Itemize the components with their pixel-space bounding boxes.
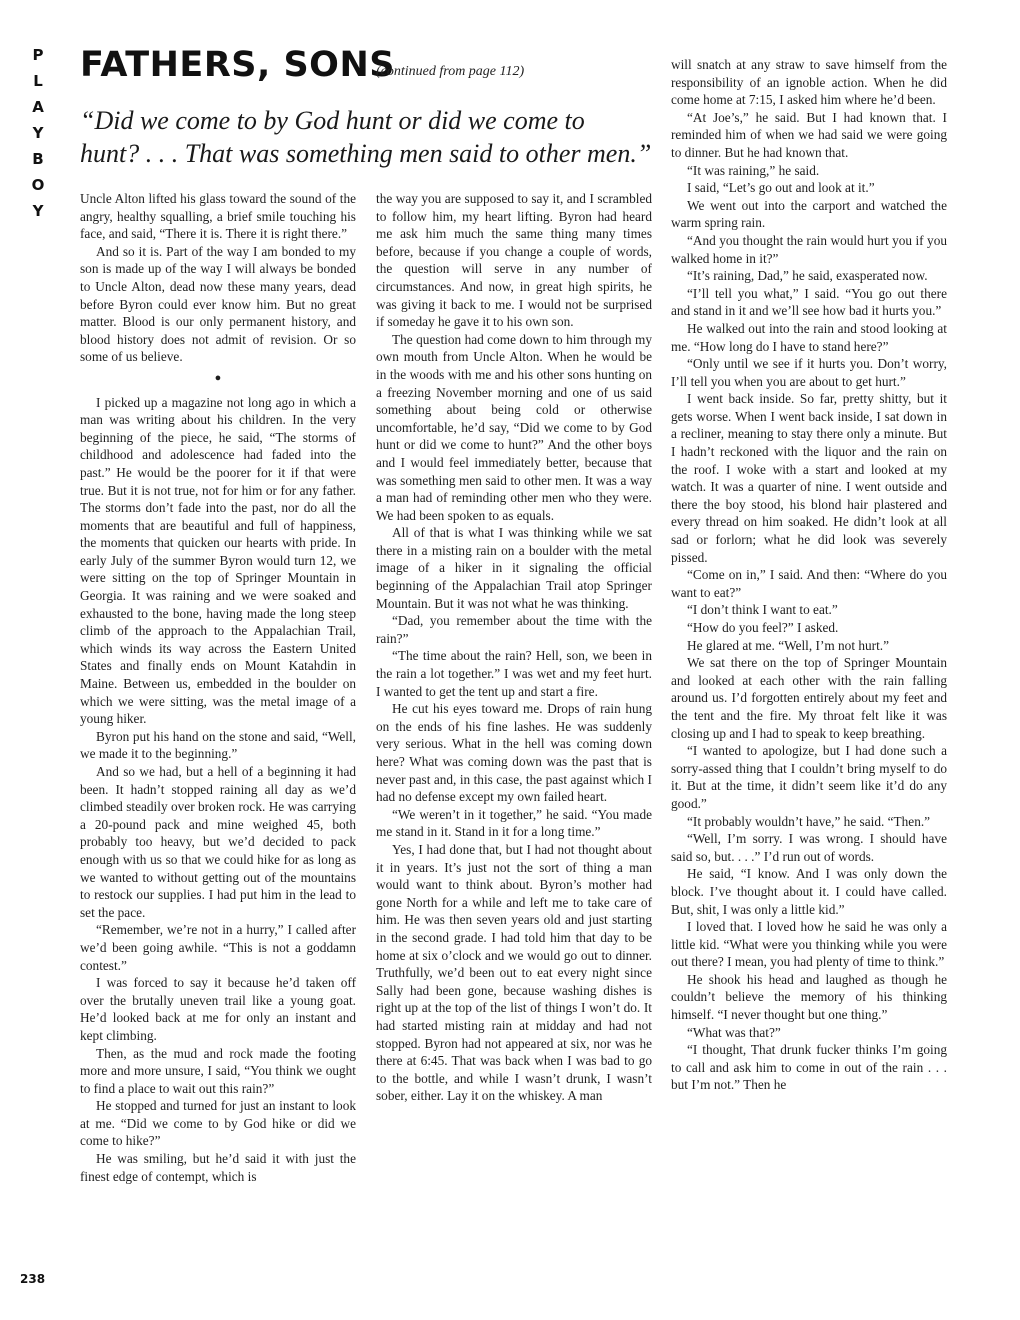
page-number: 238 — [20, 1272, 46, 1286]
article-paragraph: He shook his head and laughed as though he couldn’t believe the memory of his thinking himself. “I never thought but one thing.” — [671, 971, 947, 1023]
article-paragraph: “I wanted to apologize, but I had done such a sorry-assed thing that I couldn’t bring myself to do it. But at the time, it didn’t seem like it’d do any good.” — [671, 743, 947, 811]
magazine-spine-logo — [28, 42, 48, 224]
article-paragraph: He cut his eyes toward me. Drops of rain hung on the ends of his fine lashes. He was suddenly very serious. What in the hell was coming down here? What was coming down was the past that is never past and, in this case, the past against which I had no defense except my own failed heart. — [376, 701, 652, 805]
article-paragraph: He walked out into the rain and stood looking at me. “How long do I have to stand here?” — [671, 320, 947, 354]
article-paragraph: And so we had, but a hell of a beginning it had been. It hadn’t stopped raining all day as we’d climbed steadily over broken rock. He was carrying a 20-pound pack and mine weighed 45, both probably too heavy, but we’d decided to pack enough with us so that we could hike for as long as we wanted to without getting out of the mountains to restock our supplies. I had put him in the lead to set the pace. — [80, 764, 356, 920]
article-paragraph: “It probably wouldn’t have,” he said. “Then.” — [687, 813, 931, 829]
article-title: FATHERS, SONS — [80, 45, 395, 85]
article-paragraph: “At Joe’s,” he said. But I had known that. I reminded him of when we had said we were going to dinner. But he had known that. — [671, 109, 947, 160]
article-paragraph: “Come on in,” I said. And then: “Where do you want to eat?” — [671, 567, 947, 600]
article-paragraph: I was forced to say it because he’d taken off over the brutally uneven trail like a young goat. He’d looked back at me for only an instant and kept climbing. — [80, 975, 356, 1043]
article-paragraph: “Dad, you remember about the time with the rain?” — [376, 613, 652, 646]
article-paragraph: I said, “Let’s go out and look at it.” — [687, 180, 875, 196]
spine-letter: Y — [32, 124, 44, 142]
continued-note: (continued from page 112) — [376, 64, 525, 79]
spine-letter: L — [33, 72, 43, 90]
article-paragraph: We went out into the carport and watched the warm spring rain. — [671, 197, 947, 231]
article-paragraph: He glared at me. “Well, I’m not hurt.” — [687, 637, 889, 653]
article-column-3 — [671, 56, 947, 1094]
article-paragraph: Then, as the mud and rock made the footing more and more unsure, I said, “You think we ought to find a place to wait out this rain?” — [80, 1045, 356, 1096]
article-paragraph: Byron put his hand on the stone and said, “Well, we made it to the beginning.” — [80, 728, 356, 762]
article-paragraph: “We weren’t in it together,” he said. “You made me stand in it. Stand in it for a long time.” — [376, 806, 652, 840]
spine-letter: O — [31, 176, 45, 194]
article-paragraph: I picked up a magazine not long ago in which a man was writing about his children. In the very beginning of the piece, he said, “The storms of childhood and adolescence had faded into the past.” He would be the poorer for it if that were true. But it is not true, not for him or for any father. The storms don’t fade into the past, nor do all the moments that are beautiful and full of happiness, the moments that quicken our hearts with pride. In early July of the summer Byron would turn 12, we were sitting on the top of Springer Mountain in Georgia. It was raining and we were soaked and exhausted to the bone, having made the long steep climb of the approach to the Appalachian Trail, which winds its way across the Eastern United States and finally ends on Mount Katahdin in Maine. Between us, embedded in the boulder on which we were sitting, was the metal image of a young hiker. — [80, 394, 356, 727]
article-paragraph: “Well, I’m sorry. I was wrong. I should have said so, but. . . .” I’d run out of words. — [671, 831, 947, 864]
article-paragraph: Uncle Alton lifted his glass toward the sound of the angry, healthy squalling, a brief smile touching his face, and said, “There it is. There it is right there.” — [80, 191, 356, 242]
article-paragraph: “What was that?” — [687, 1024, 781, 1040]
spine-letter: A — [32, 98, 44, 116]
article-paragraph: will snatch at any straw to save himself from the responsibility of an ignoble action. When he did come home at 7:15, I asked him where he’d been. — [671, 57, 947, 108]
article-paragraph: “It was raining,” he said. — [687, 162, 820, 178]
spine-letter: B — [32, 150, 44, 168]
article-paragraph: “I thought, That drunk fucker thinks I’m going to call and ask him to come in out of the rain . . . but I’m not.” Then he — [671, 1042, 947, 1093]
spine-letter: Y — [32, 202, 44, 220]
article-paragraph: “The time about the rain? Hell, son, we been in the rain a lot together.” I was wet and my feet hurt. I wanted to get the tent up and start a fire. — [376, 648, 652, 699]
article-paragraph: “I’ll tell you what,” I said. “You go out there and stand in it and we’ll see how bad it hurts you.” — [671, 285, 947, 319]
article-paragraph: I loved that. I loved how he said he was only a little kid. “What were you thinking while you were out there? I mean, you had plenty of time to think.” — [671, 919, 947, 970]
pull-quote-line: hunt? . . . That was something men said to other men.” — [80, 139, 652, 168]
article-paragraph: “And you thought the rain would hurt you if you walked home in it?” — [671, 232, 947, 266]
article-paragraph: We sat there on the top of Springer Mountain and looked at each other with the rain falling around us. I’d forgotten entirely about my feet and the tent and the fire. My throat felt like it was closing up and I had to speak to keep breathing. — [671, 655, 947, 741]
article-paragraph: And so it is. Part of the way I am bonded to my son is made up of the way I will always be bonded to Uncle Alton, dead now these many years, dead before Byron could ever know him. But no great matter. Blood is our only permanent history, and blood history does not admit of revision. Or so some of us believe. — [80, 243, 356, 365]
article-paragraph: He was smiling, but he’d said it with just the finest edge of contempt, which is — [80, 1151, 356, 1184]
article-paragraph: “Only until we see if it hurts you. Don’t worry, I’ll tell you when you are about to get hurt.” — [671, 356, 947, 389]
pull-quote — [80, 104, 660, 170]
article-paragraph: The question had come down to him through my own mouth from Uncle Alton. When he would be in the woods with me and his other sons hunting on a freezing November morning and one of us said something about being cold or otherwise uncomfortable, he’d say, “Did we come to by God hunt or did we come to hunt?” And the other boys and I would feel immediately better, because that was something men said to other men. It was a way a man had of reminding other men who they were. We had been spoken to as equals. — [376, 331, 652, 523]
article-paragraph: Yes, I had done that, but I had not thought about it in years. It’s just not the sort of thing a man would want to think about. Byron’s mother had gone North for a while and left me to take care of him. He was then seven years old and just starting in the second grade. I had told him that day to be home at six o’clock and we would go out to dinner. Truthfully, we’d been out to eat every night since Sally had been gone, because washing dishes is right up at the top of the list of things I won’t do. It had started misting rain at midday and had not stopped. Byron had not appeared at six, nor was he there at 6:45. That was back when I was bad to go to the bottle, and while I wasn’t drunk, I wasn’t sober, either. Lay it on the whiskey. A man — [376, 841, 652, 1104]
article-paragraph: He said, “I know. And I was only down the block. I’ve thought about it. I could have called. But, shit, I was only a little kid.” — [671, 866, 947, 917]
article-column-1 — [80, 190, 356, 1185]
article-paragraph: “Remember, we’re not in a hurry,” I called after we’d been going awhile. “This is not a goddamn contest.” — [80, 922, 356, 973]
article-paragraph: “It’s raining, Dad,” he said, exasperated now. — [687, 268, 928, 284]
spine-letter: P — [32, 46, 44, 64]
section-break-bullet: ● — [214, 371, 222, 384]
article-paragraph: He stopped and turned for just an instant to look at me. “Did we come to by God hike or did we come to hike?” — [80, 1098, 356, 1149]
article-paragraph: I went back inside. So far, pretty shitty, but it gets worse. When I went back inside, I sat down in a recliner, meaning to stay there only a minute. But I hadn’t reckoned with the liquor and the rain on the roof. I woke with a start and looked at my watch. It was a quarter of nine. I went outside and there the boy stood, his blond hair plastered and every thread on him soaked. He didn’t look at all sad or forlorn; what he did look was severely pissed. — [671, 391, 947, 565]
article-paragraph: All of that is what I was thinking while we sat there in a misting rain on a boulder with the metal image of a hiker in it signaling the official beginning of the Appalachian Trail atop Springer Mountain. But it was not what he was thinking. — [376, 525, 652, 611]
article-paragraph: “I don’t think I want to eat.” — [687, 602, 838, 618]
article-column-2 — [376, 190, 652, 1105]
article-paragraph: “How do you feel?” I asked. — [687, 620, 839, 635]
pull-quote-line: “Did we come to by God hunt or did we come to — [80, 106, 585, 135]
article-paragraph: the way you are supposed to say it, and I scrambled to follow him, my heart lifting. Byron had heard me ask him much the same thing many times before, because if you change a couple of words, the question will serve in any number of circumstances. And now, in great high spirits, he was giving it back to me. I would not be surprised if someday he gave it to his own son. — [376, 191, 652, 330]
